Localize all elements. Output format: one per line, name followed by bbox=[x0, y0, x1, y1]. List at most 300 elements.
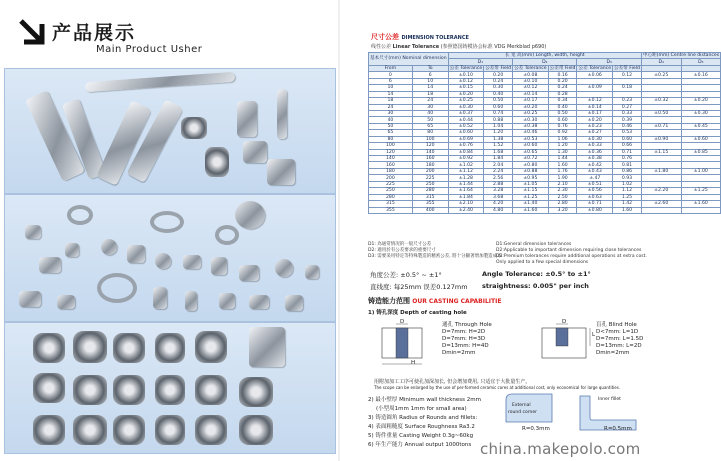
blind-dim-l: L bbox=[592, 332, 596, 338]
table-cell: 80 bbox=[369, 136, 413, 142]
casting-title-cn: 铸造能力范围 bbox=[368, 297, 410, 305]
blind-line: D<7mm: L=1D bbox=[596, 329, 639, 335]
table-cell: 280 bbox=[412, 188, 448, 194]
table-cell: 0.81 bbox=[613, 162, 642, 168]
housing-part-photo bbox=[113, 415, 145, 445]
table-cell: 0.71 bbox=[613, 149, 642, 155]
d5-header: D₅ bbox=[681, 59, 721, 65]
table-cell: 2.04 bbox=[484, 162, 513, 168]
table-cell: 1.02 bbox=[613, 181, 642, 187]
casting-title bbox=[368, 296, 501, 306]
table-cell: 0.92 bbox=[548, 130, 577, 136]
through-dim-h: H bbox=[411, 360, 416, 366]
product-panel-housings bbox=[4, 322, 336, 454]
table-cell: 50 bbox=[412, 117, 448, 123]
table-cell: 1.25 bbox=[613, 194, 642, 200]
table-cell: 30 bbox=[412, 104, 448, 110]
housing-part-photo bbox=[73, 375, 107, 405]
blind-line: D=7mm: L=1.5D bbox=[596, 336, 644, 342]
table-cell: 0.86 bbox=[613, 168, 642, 174]
table-cell: ±2.40 bbox=[448, 207, 484, 213]
table-cell: 0.12 bbox=[613, 72, 642, 78]
housing-part-photo bbox=[73, 415, 107, 445]
col-basic-header: 基本尺寸(mm) Nominal dimension bbox=[369, 53, 449, 66]
table-cell: 225 bbox=[369, 181, 413, 187]
table-cell: 0.39 bbox=[613, 117, 642, 123]
table-cell: 1.60 bbox=[613, 207, 642, 213]
angle-tolerance-cn: 角度公差: ±0.5° ~ ±1° bbox=[370, 271, 442, 279]
sub-tol3: 公差 Tolerance bbox=[578, 66, 612, 72]
small-part-photo bbox=[65, 243, 79, 257]
small-part-photo bbox=[39, 257, 61, 273]
page-title-en: Main Product Usher bbox=[96, 44, 203, 55]
through-line: D=7mm: H=2D bbox=[442, 329, 486, 335]
ring-part-photo bbox=[215, 225, 239, 245]
table-cell: ±1.15 bbox=[513, 188, 549, 194]
table-cell: 80 bbox=[412, 130, 448, 136]
small-part-photo bbox=[219, 293, 235, 309]
table-cell: 280 bbox=[369, 194, 413, 200]
table-cell: ±.47 bbox=[577, 175, 613, 181]
table-cell: ±0.14 bbox=[513, 91, 549, 97]
decorative-part-photo bbox=[235, 201, 265, 229]
angle-tolerance-en: Angle Tolerance: ±0.5° to ±1° bbox=[482, 270, 591, 278]
table-cell: 120 bbox=[412, 143, 448, 149]
extra-note-cn: 用附加加工工序可使孔加深加长, 但会增加费用, 只适宜于大批量生产。 bbox=[374, 379, 531, 385]
through-cn: 通孔 bbox=[442, 322, 454, 328]
table-cell: ±0.44 bbox=[448, 117, 484, 123]
table-cell: 1.20 bbox=[548, 143, 577, 149]
table-cell: ±0.15 bbox=[448, 85, 484, 91]
table-cell: 24 bbox=[369, 104, 413, 110]
table-cell: 0.28 bbox=[548, 91, 577, 97]
housing-part-photo bbox=[195, 375, 227, 405]
table-cell: ±1.60 bbox=[681, 201, 721, 207]
small-part-photo bbox=[275, 259, 293, 277]
table-cell: ±0.06 bbox=[577, 72, 613, 78]
table-cell: 0.30 bbox=[484, 85, 513, 91]
page-title-cn: 产品展示 bbox=[52, 22, 137, 44]
wall-thickness: 2) 最小壁厚 Minimum wall thickness 2mm bbox=[368, 397, 481, 403]
table-cell: ±0.90 bbox=[641, 136, 681, 142]
housing-part-photo bbox=[113, 375, 145, 405]
table-cell: 160 bbox=[412, 156, 448, 162]
extra-note-en: The scope can be enlarged by the use of per-formed ceramic cores at additional cost, only economical for large quantities. bbox=[374, 385, 621, 390]
small-part-photo bbox=[155, 253, 171, 269]
surface-roughness: 4) 表面粗糙度 Surface Roughness Ra3.2 bbox=[368, 424, 475, 430]
product-showcase bbox=[0, 0, 338, 461]
table-cell: ±0.25 bbox=[448, 98, 484, 104]
table-cell: ±0.10 bbox=[448, 72, 484, 78]
linear-en: Linear Tolerance bbox=[392, 44, 440, 50]
bracket-photo bbox=[267, 159, 295, 185]
table-cell: 355 bbox=[412, 201, 448, 207]
fitting-photo bbox=[243, 141, 267, 163]
through-hole-diagram bbox=[370, 320, 438, 372]
small-part-photo bbox=[153, 287, 167, 309]
housing-part-photo bbox=[155, 333, 185, 363]
note-cn-line: D2: 適用於有公差要求的重要尺寸 bbox=[368, 248, 436, 253]
table-cell: 6 bbox=[412, 72, 448, 78]
table-cell: 0.24 bbox=[548, 85, 577, 91]
table-cell: ±0.80 bbox=[513, 162, 549, 168]
table-cell: ±0.09 bbox=[577, 85, 613, 91]
table-cell: 250 bbox=[412, 181, 448, 187]
table-cell: ±0.43 bbox=[577, 168, 613, 174]
table-cell: 2.88 bbox=[484, 181, 513, 187]
through-line: Dmin=2mm bbox=[442, 350, 476, 356]
table-cell: 2.56 bbox=[484, 175, 513, 181]
note-en-line: D1:General dimension tolerances bbox=[496, 242, 572, 247]
table-cell: ±0.17 bbox=[513, 98, 549, 104]
table-cell: 2.30 bbox=[548, 188, 577, 194]
table-cell: 1.38 bbox=[484, 136, 513, 142]
sub-to: To bbox=[412, 65, 448, 71]
through-hole-spec bbox=[442, 322, 492, 357]
table-cell: 225 bbox=[412, 175, 448, 181]
table-cell: ±0.65 bbox=[513, 149, 549, 155]
table-cell: 0.60 bbox=[484, 104, 513, 110]
table-cell: ±1.15 bbox=[641, 149, 681, 155]
table-cell: 0 bbox=[369, 72, 413, 78]
table-cell: 1.76 bbox=[548, 168, 577, 174]
table-cell: 0.60 bbox=[548, 117, 577, 123]
table-cell: ±1.12 bbox=[448, 168, 484, 174]
ring-part-photo bbox=[67, 205, 93, 225]
table-cell: ±0.25 bbox=[513, 110, 549, 116]
table-cell: 140 bbox=[412, 149, 448, 155]
table-cell: 2.24 bbox=[484, 168, 513, 174]
table-cell: ±0.30 bbox=[513, 117, 549, 123]
table-cell: ±0.23 bbox=[577, 123, 613, 129]
sub-field1: 公差带 Field bbox=[485, 66, 512, 72]
table-cell: ±0.20 bbox=[577, 117, 613, 123]
ring-part-photo bbox=[97, 273, 137, 303]
small-part-photo bbox=[249, 295, 269, 309]
depth-of-hole-line: 1) 铸孔深度 Depth of casting hole bbox=[368, 310, 467, 316]
housing-part-photo bbox=[113, 333, 145, 363]
table-cell: ±0.27 bbox=[577, 130, 613, 136]
table-cell: 40 bbox=[412, 110, 448, 116]
fitting-photo bbox=[205, 147, 229, 177]
table-cell: 4.20 bbox=[484, 201, 513, 207]
table-cell: 1.68 bbox=[484, 149, 513, 155]
sub-tol1: 公差 Tolerance bbox=[449, 66, 483, 72]
table-cell: 1.44 bbox=[548, 156, 577, 162]
table-cell: 0.27 bbox=[613, 104, 642, 110]
housing-part-photo bbox=[33, 415, 65, 445]
table-cell: ±0.72 bbox=[513, 156, 549, 162]
external-radius: R=0.3mm bbox=[522, 426, 550, 432]
table-cell: ±1.64 bbox=[448, 188, 484, 194]
housing-part-photo bbox=[239, 377, 273, 407]
fitting-photo bbox=[237, 101, 257, 137]
product-panel-small-parts bbox=[4, 194, 336, 322]
table-cell: ±1.00 bbox=[681, 168, 721, 174]
table-cell: 0.18 bbox=[613, 85, 642, 91]
table-cell: ±0.12 bbox=[577, 98, 613, 104]
table-cell: ±0.33 bbox=[577, 143, 613, 149]
housing-part-photo bbox=[33, 373, 65, 403]
table-cell: 0.20 bbox=[484, 72, 513, 78]
note-en-line: D2:Applicable to important dimension requiring close tolerances bbox=[496, 248, 642, 253]
table-cell: 1.04 bbox=[484, 123, 513, 129]
sub-tol2: 公差 Tolerance bbox=[514, 66, 547, 72]
d4-header: D₄ bbox=[641, 59, 681, 65]
page-divider bbox=[338, 0, 340, 461]
table-cell: 140 bbox=[369, 156, 413, 162]
small-part-photo bbox=[101, 239, 117, 255]
table-cell: 1.20 bbox=[484, 130, 513, 136]
table-cell: 0.34 bbox=[548, 98, 577, 104]
table-cell: 40 bbox=[369, 117, 413, 123]
table-cell: 50 bbox=[369, 123, 413, 129]
table-cell: 4.80 bbox=[484, 207, 513, 213]
housing-part-photo bbox=[239, 415, 273, 445]
table-cell: ±1.25 bbox=[513, 194, 549, 200]
table-cell: 0.40 bbox=[484, 91, 513, 97]
table-cell: 0.50 bbox=[548, 110, 577, 116]
table-cell: 355 bbox=[369, 207, 413, 213]
table-cell: 0.46 bbox=[613, 123, 642, 129]
table-cell: ±0.85 bbox=[681, 149, 721, 155]
tolerance-title-cn: 尺寸公差 bbox=[371, 33, 399, 41]
through-line: D=13mm: H=4D bbox=[442, 343, 489, 349]
annual-output: 6) 年生产能力 Annual output 1000tons bbox=[368, 442, 472, 448]
product-panel-handles bbox=[4, 68, 336, 194]
wall-thickness-small: (小型周1mm 1mm for small area) bbox=[376, 406, 467, 412]
notes-en bbox=[496, 242, 647, 266]
notes-cn bbox=[368, 242, 502, 260]
arrow-logo-icon bbox=[18, 18, 46, 46]
table-cell: ±0.38 bbox=[577, 156, 613, 162]
table-cell: ±1.25 bbox=[681, 188, 721, 194]
col-length-header: 长 宽 高(mm) Length, width, height bbox=[448, 53, 641, 59]
table-cell: ±0.30 bbox=[448, 104, 484, 110]
table-cell: 200 bbox=[412, 168, 448, 174]
table-cell: ±0.12 bbox=[448, 78, 484, 84]
table-cell: 100 bbox=[412, 136, 448, 142]
fitting-photo bbox=[277, 89, 287, 139]
small-part-photo bbox=[305, 265, 319, 279]
inner-radius: R=0.5mm bbox=[604, 426, 632, 432]
table-cell: ±0.20 bbox=[681, 98, 721, 104]
table-cell: 100 bbox=[369, 143, 413, 149]
inner-fillet-label: Inner fillet bbox=[598, 397, 621, 402]
table-cell: ±2.20 bbox=[641, 188, 681, 194]
tolerance-table bbox=[368, 52, 721, 214]
table-cell: ±1.28 bbox=[448, 175, 484, 181]
table-cell: ±0.20 bbox=[513, 104, 549, 110]
table-cell: ±1.80 bbox=[641, 168, 681, 174]
table-cell: 30 bbox=[369, 110, 413, 116]
table-cell: 0.24 bbox=[484, 78, 513, 84]
table-cell: ±0.53 bbox=[513, 136, 549, 142]
table-cell: 315 bbox=[412, 194, 448, 200]
housing-part-photo bbox=[33, 333, 65, 363]
small-part-photo bbox=[185, 291, 197, 311]
table-cell: 0.88 bbox=[484, 117, 513, 123]
table-cell: ±0.52 bbox=[448, 123, 484, 129]
table-cell: 0.76 bbox=[548, 123, 577, 129]
table-cell: 1.06 bbox=[548, 136, 577, 142]
table-cell: ±0.17 bbox=[577, 110, 613, 116]
small-part-photo bbox=[211, 257, 227, 275]
table-cell: ±0.69 bbox=[448, 136, 484, 142]
table-cell: 0.40 bbox=[548, 104, 577, 110]
table-cell: 65 bbox=[369, 130, 413, 136]
small-part-photo bbox=[183, 255, 201, 269]
table-cell: ±0.51 bbox=[577, 181, 613, 187]
table-cell: 0.53 bbox=[613, 130, 642, 136]
table-cell: ±0.45 bbox=[681, 123, 721, 129]
watermark: china.makepolo.com bbox=[480, 440, 641, 458]
small-part-photo bbox=[19, 291, 41, 307]
table-cell: 0.16 bbox=[548, 72, 577, 78]
table-cell: 1.84 bbox=[484, 156, 513, 162]
table-cell: 1.52 bbox=[484, 143, 513, 149]
housing-part-photo bbox=[155, 375, 185, 405]
table-cell: 2.80 bbox=[548, 201, 577, 207]
table-cell: 160 bbox=[369, 162, 413, 168]
table-cell: 3.28 bbox=[484, 188, 513, 194]
table-cell: 0.23 bbox=[613, 98, 642, 104]
through-en: Through Hole bbox=[454, 322, 492, 328]
table-row bbox=[369, 207, 721, 213]
table-cell: ±0.88 bbox=[513, 168, 549, 174]
table-cell: 0.60 bbox=[613, 136, 642, 142]
external-label-1: External bbox=[512, 403, 531, 408]
table-cell: ±0.60 bbox=[513, 143, 549, 149]
table-cell: ±2.60 bbox=[641, 201, 681, 207]
table-cell: 0.20 bbox=[548, 78, 577, 84]
table-cell: ±0.32 bbox=[641, 98, 681, 104]
table-cell: 120 bbox=[369, 149, 413, 155]
table-cell: 2.50 bbox=[548, 194, 577, 200]
housing-part-photo bbox=[195, 415, 227, 445]
table-cell: ±0.30 bbox=[577, 136, 613, 142]
table-cell: ±0.10 bbox=[513, 78, 549, 84]
housing-part-photo bbox=[195, 331, 227, 363]
table-cell: ±0.80 bbox=[577, 207, 613, 213]
d2-header: D₂ bbox=[513, 59, 577, 65]
casting-title-en: OUR CASTING CAPABILITIE bbox=[412, 298, 502, 305]
table-cell: ±0.76 bbox=[448, 143, 484, 149]
table-cell: 6 bbox=[369, 78, 413, 84]
table-cell: ±0.36 bbox=[577, 149, 613, 155]
table-cell: ±2.10 bbox=[448, 201, 484, 207]
table-cell: 1.12 bbox=[613, 188, 642, 194]
linear-cn: 线性公差 bbox=[371, 44, 392, 50]
note-cn-line: D1: 為通常情况的一般尺寸公差 bbox=[368, 242, 432, 247]
table-cell: ±0.25 bbox=[641, 72, 681, 78]
table-cell: 14 bbox=[412, 85, 448, 91]
housing-part-photo bbox=[155, 415, 185, 445]
housing-part-photo bbox=[249, 327, 285, 367]
table-cell: ±0.71 bbox=[641, 123, 681, 129]
table-cell: ±0.60 bbox=[681, 136, 721, 142]
table-cell bbox=[681, 207, 721, 213]
table-cell: 0.50 bbox=[484, 98, 513, 104]
table-cell: 10 bbox=[369, 85, 413, 91]
casting-weight: 5) 铸件重量 Casting Weight 0.3g~60kg bbox=[368, 433, 474, 439]
table-cell bbox=[641, 207, 681, 213]
table-cell: ±0.63 bbox=[577, 194, 613, 200]
table-cell: 315 bbox=[369, 201, 413, 207]
blind-hole-spec bbox=[596, 322, 643, 357]
table-cell: ±0.42 bbox=[577, 162, 613, 168]
table-cell: ±0.46 bbox=[513, 130, 549, 136]
handle-bar-photo bbox=[85, 72, 235, 92]
table-cell: ±0.16 bbox=[681, 72, 721, 78]
table-cell: ±0.37 bbox=[448, 110, 484, 116]
table-cell: ±0.95 bbox=[513, 175, 549, 181]
table-cell: ±0.08 bbox=[513, 72, 549, 78]
table-cell: ±0.12 bbox=[513, 85, 549, 91]
through-line: D=7mm: H=3D bbox=[442, 336, 486, 342]
sub-field3: 公差带 Field bbox=[614, 66, 640, 72]
table-cell: ±0.92 bbox=[448, 156, 484, 162]
small-part-photo bbox=[239, 265, 259, 281]
note-en-line: D3:Premium tolerances require additional operations at extra cost. bbox=[496, 254, 647, 259]
small-part-photo bbox=[57, 295, 75, 309]
table-cell: 0.76 bbox=[613, 156, 642, 162]
table-cell: ±0.60 bbox=[448, 130, 484, 136]
d1-header: D₁ bbox=[448, 59, 512, 65]
blind-dim-d: D bbox=[562, 319, 567, 325]
table-cell: ±0.50 bbox=[641, 110, 681, 116]
page-header bbox=[0, 0, 338, 66]
housing-part-photo bbox=[73, 331, 107, 363]
table-cell: 3.68 bbox=[484, 194, 513, 200]
small-part-photo bbox=[285, 295, 303, 311]
table-cell: ±0.71 bbox=[577, 201, 613, 207]
blind-hole-diagram bbox=[536, 320, 596, 372]
table-cell: ±1.84 bbox=[448, 194, 484, 200]
table-cell: 0.66 bbox=[613, 143, 642, 149]
d3-header: D₃ bbox=[577, 59, 641, 65]
table-cell: 18 bbox=[369, 98, 413, 104]
table-cell: 1.60 bbox=[548, 162, 577, 168]
small-part-photo bbox=[127, 245, 145, 263]
table-cell: ±1.44 bbox=[448, 181, 484, 187]
table-cell: 1.30 bbox=[548, 149, 577, 155]
table-cell: 14 bbox=[369, 91, 413, 97]
note-en-line: Only applied to a few special dimensions bbox=[496, 260, 589, 265]
straightness-cn: 直线度: 每25mm 误差0.127mm bbox=[370, 283, 468, 291]
table-cell: ±0.84 bbox=[448, 149, 484, 155]
table-cell: ±0.38 bbox=[513, 123, 549, 129]
table-cell: 400 bbox=[412, 207, 448, 213]
table-cell: ±1.02 bbox=[448, 162, 484, 168]
linear-tolerance-line bbox=[371, 43, 546, 50]
table-cell: 0.74 bbox=[484, 110, 513, 116]
small-part-photo bbox=[25, 225, 41, 239]
radius-rounds: 3) 铸造圆角 Radius of Rounds and fillets: bbox=[368, 415, 478, 421]
sub-field2: 公差带 Field bbox=[549, 66, 576, 72]
table-cell: 2.10 bbox=[548, 181, 577, 187]
blind-cn: 盲孔 bbox=[596, 322, 608, 328]
table-cell: 24 bbox=[412, 98, 448, 104]
table-cell: 180 bbox=[412, 162, 448, 168]
tolerance-title-en: DIMENSION TOLERANCE bbox=[401, 35, 469, 41]
table-cell: 3.20 bbox=[548, 207, 577, 213]
straightness-en: straightness: 0.005" per inch bbox=[482, 282, 589, 290]
tolerance-title bbox=[371, 32, 469, 42]
table-cell: 18 bbox=[412, 91, 448, 97]
table-cell: 10 bbox=[412, 78, 448, 84]
table-cell: 200 bbox=[369, 175, 413, 181]
